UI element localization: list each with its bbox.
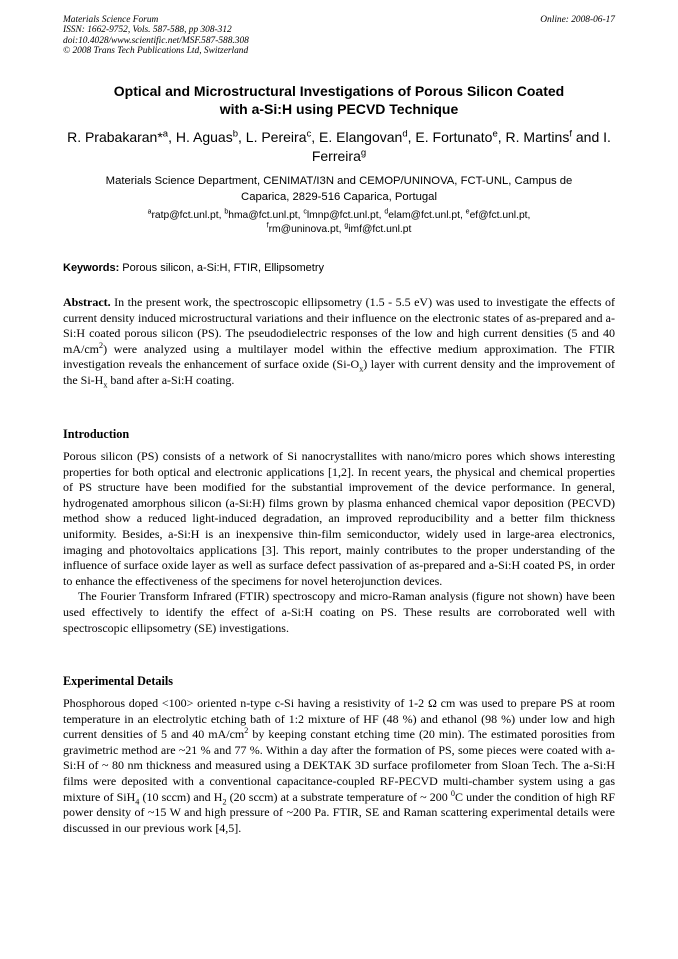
journal-header — [63, 15, 615, 57]
email-link[interactable]: imf@fct.unl.pt — [348, 224, 412, 235]
experimental-heading: Experimental Details — [63, 674, 174, 688]
keywords-label: Keywords: — [63, 262, 120, 274]
abstract-text: ) were analyzed using a multilayer model within the effective medium approximation. The FTIR investigation reveals the enhancement of surface oxide (Si-O — [63, 341, 615, 372]
author-emails — [63, 209, 615, 237]
author: H. Aguas — [175, 129, 233, 145]
author-sep: , — [311, 129, 320, 145]
author-list — [63, 128, 615, 166]
email-mark: b — [224, 208, 229, 216]
email-link[interactable]: elam@fct.unl.pt — [388, 210, 460, 221]
title-line-1: Optical and Microstructural Investigations of Porous Silicon Coated — [113, 83, 565, 99]
author-mark: c — [306, 128, 312, 140]
email-link[interactable]: lmnp@fct.unl.pt — [306, 210, 379, 221]
email-mark: c — [303, 208, 307, 216]
author-mark: e — [492, 128, 498, 140]
affiliation-line-1: Materials Science Department, CENIMAT/I3N and CEMOP/UNINOVA, FCT-UNL, Campus de — [105, 175, 573, 187]
email-mark: a — [147, 208, 152, 216]
email-mark: d — [384, 208, 389, 216]
author: E. Elangovan — [319, 129, 403, 145]
keywords — [63, 261, 615, 275]
email-link[interactable]: ef@fct.unl.pt — [469, 210, 528, 221]
author-sep: , — [407, 129, 416, 145]
abstract — [63, 295, 615, 389]
online-date: Online: 2008-06-17 — [540, 15, 615, 25]
email-sep: , — [297, 210, 304, 221]
email-sep: , — [527, 210, 531, 221]
experimental-text: by keeping constant etching time (20 min). The estimated porosities from gravimetric method are ~21 % and 77 %. Within a day after the formation of PS, some pieces were coated with a-Si:H of ~ 80 nm thickness and measured using a DEKTAK 3D surface profilometer from Sloan Tech. The a-Si:H films were deposited with a conventional capacitance-coupled RF-PECVD multi-chamber system using a gas mixture of SiH — [63, 727, 615, 804]
author-mark: f — [569, 128, 572, 140]
abstract-sub: x — [359, 364, 364, 374]
author: I. Ferreira — [311, 129, 611, 164]
author-mark: g — [360, 147, 367, 159]
email-sep: , — [459, 210, 466, 221]
journal-doi: doi:10.4028/www.scientific.net/MSF.587-588.308 — [63, 35, 249, 46]
journal-name: Materials Science Forum — [63, 15, 159, 25]
journal-copyright: © 2008 Trans Tech Publications Ltd, Switzerland — [63, 46, 249, 57]
keywords-text: Porous silicon, a-Si:H, FTIR, Ellipsometry — [119, 262, 325, 274]
author-sep: , — [168, 129, 176, 145]
experimental-text: (10 sccm) and H — [139, 789, 223, 804]
author-mark: d — [402, 128, 408, 140]
experimental-sub: 2 — [222, 796, 227, 806]
abstract-sub: x — [103, 380, 108, 390]
experimental-text: Phosphorous doped <100> oriented n-type c-Si having a resistivity of 1-2 Ω cm was used to prepare PS at room temperature in an electrolytic etching bath of 1:2 mixture of HF (48 %) and ethanol (98 %) under low and high current densities of 5 and 40 mA/cm — [63, 696, 615, 742]
experimental-text: (20 sccm) at a substrate temperature of ~ 200 — [226, 789, 451, 804]
affiliation-line-2: Caparica, 2829-516 Caparica, Portugal — [241, 191, 437, 203]
author-sep: and — [571, 129, 604, 145]
abstract-text: ) layer with current density and the improvement of the Si-H — [63, 357, 615, 387]
introduction-heading: Introduction — [63, 427, 130, 441]
author: L. Pereira — [245, 129, 307, 145]
abstract-label: Abstract. — [63, 295, 111, 309]
experimental-body — [63, 696, 615, 836]
abstract-text: In the present work, the spectroscopic ellipsometry (1.5 - 5.5 eV) was used to investigate the effects of current density induced microstructural variations and their influence on the electronic states of as-prepared and a-Si:H coated porous silicon (PS). The pseudodielectric responses of the low and high current densities (5 and 40 mA/cm — [63, 295, 615, 356]
introduction-body — [63, 449, 615, 636]
author-mark: b — [232, 128, 238, 140]
email-link[interactable]: ratp@fct.unl.pt — [151, 210, 219, 221]
experimental-text: C under the condition of high RF power density of ~15 W and high pressure of ~200 Pa. FTIR, SE and Raman scattering experimental details were discussed in our previous work [4,5]. — [63, 789, 616, 835]
email-sep: , — [338, 224, 345, 235]
abstract-text: band after a-Si:H coating. — [107, 372, 235, 387]
introduction-paragraph-2: The Fourier Transform Infrared (FTIR) spectroscopy and micro-Raman analysis (figure not shown) have been used effectively to identify the effect of a-Si:H coating on PS. These results are corroborated well with spectroscopic ellipsometry (SE) investigations. — [63, 589, 615, 635]
author-sep: , — [238, 129, 246, 145]
email-sep: , — [378, 210, 385, 221]
email-sep: , — [218, 210, 225, 221]
affiliation — [63, 173, 615, 205]
email-mark: g — [344, 222, 349, 230]
experimental-sub: 4 — [135, 796, 140, 806]
email-link[interactable]: rm@uninova.pt — [268, 224, 339, 235]
author-mark: a — [162, 128, 169, 140]
experimental-sup: 0 — [450, 788, 455, 798]
email-link[interactable]: hma@fct.unl.pt — [228, 210, 298, 221]
author: E. Fortunato — [415, 129, 493, 145]
email-mark: e — [465, 208, 470, 216]
author-sep: , — [497, 129, 506, 145]
author: R. Prabakaran* — [67, 129, 163, 145]
paper-title — [63, 82, 615, 118]
title-line-2: with a-Si:H using PECVD Technique — [219, 101, 459, 117]
introduction-paragraph-1: Porous silicon (PS) consists of a network of Si nanocrystallites with nano/micro pores which shows interesting properties for both optical and electronic applications [1,2]. In recent years, the physical and chemical properties of PS structure have been modified for the substantial improvement of the device performance. In general, hydrogenated amorphous silicon (a-Si:H) films grown by plasma enhanced chemical vapor deposition (PECVD) method show a reduced light-induced degradation, an improved reproducibility and a better film thickness uniformity. Besides, a-Si:H is an inexpensive thin-film semiconductor, widely used in large-area electronics, imaging and photovoltaics applications [3]. This report, mainly contributes to the proper understanding of the influence of surface oxide layer as well as surface defect passivation of as-prepared and a-Si:H coated PS, in order to enhance the effectiveness of the specimens for novel heterojunction devices. — [63, 449, 615, 588]
email-mark: f — [266, 222, 269, 230]
author: R. Martins — [505, 129, 570, 145]
abstract-sup: 2 — [99, 340, 104, 350]
journal-issn: ISSN: 1662-9752, Vols. 587-588, pp 308-312 — [63, 25, 232, 36]
experimental-sup: 2 — [244, 726, 249, 736]
